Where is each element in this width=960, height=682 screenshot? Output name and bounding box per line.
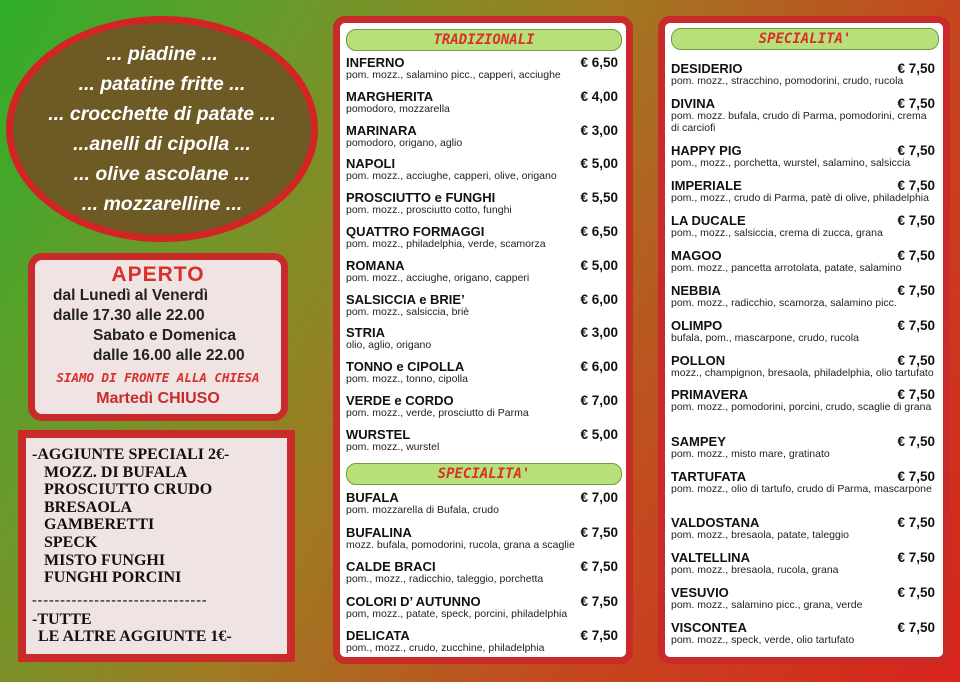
menu-item [671,353,935,380]
extras-header: -AGGIUNTE SPECIALI 2€- [32,446,230,463]
item-price: € 7,50 [897,434,935,449]
item-price: € 6,00 [580,291,618,307]
item-price: € 5,00 [580,257,618,273]
item-description: pom. mozz., tonno, cipolla [346,373,468,386]
menu-item [346,393,618,420]
item-price: € 7,50 [580,593,618,609]
item-price: € 7,50 [580,524,618,540]
item-price: € 7,50 [897,143,935,158]
snack-line: ... patatine fritte ... [78,73,246,95]
item-description: pom. mozz., stracchino, pomodorini, crudo, rucola [671,75,904,87]
item-name: HAPPY PIG [671,143,742,158]
item-name: VERDE e CORDO [346,393,454,408]
item-description: pom., mozz., salsiccia, crema di zucca, grana [671,227,883,239]
item-price: € 7,50 [897,620,935,635]
item-description: pom. mozz., olio di tartufo, crudo di Parma, mascarpone [671,483,932,495]
menu-item [346,190,618,217]
item-description: pom., mozz., porchetta, wurstel, salamino, salsiccia [671,157,911,169]
item-name: CALDE BRACI [346,559,436,574]
menu-panel-left [333,16,633,664]
opening-hours-box [28,253,288,421]
menu-item [671,178,935,205]
menu-item [346,325,618,352]
menu-item [671,434,935,461]
item-price: € 6,50 [580,55,618,70]
item-price: € 7,50 [897,550,935,565]
menu-item [346,224,618,251]
item-price: € 7,50 [897,61,935,76]
item-name: STRIA [346,325,385,341]
item-price: € 7,50 [897,283,935,298]
item-name: VISCONTEA [671,620,747,635]
extra-item: MOZZ. DI BUFALA [44,463,188,481]
item-price: € 7,50 [897,178,935,193]
item-description: pom., mozz., radicchio, taleggio, porchetta [346,573,544,585]
menu-item [346,490,618,517]
menu-item [671,550,935,577]
menu-item [346,55,618,82]
item-name: VALDOSTANA [671,515,760,530]
item-price: € 7,50 [897,515,935,530]
menu-item [346,123,618,150]
item-price: € 7,50 [897,96,935,111]
item-name: DESIDERIO [671,61,743,76]
extra-item: GAMBERETTI [44,516,155,534]
item-description: pom. mozz., philadelphia, verde, scamorza [346,238,546,250]
item-description: pom., mozz., crudo di Parma, patè di olive, philadelphia [671,192,929,204]
item-name: LA DUCALE [671,213,746,228]
item-price: € 6,00 [580,359,618,375]
menu-item [671,620,935,647]
item-name: TONNO e CIPOLLA [346,359,465,375]
item-price: € 7,50 [897,353,935,368]
item-description: pom. mozz., pancetta arrotolata, patate, salamino [671,262,902,274]
menu-item [671,318,935,345]
menu-item [346,427,618,454]
section-header-tradizionali: TRADIZIONALI [346,29,622,51]
item-name: DIVINA [671,96,716,111]
item-price: € 5,00 [580,426,618,442]
menu-item [671,387,935,414]
weekday-hours: dalle 17.30 alle 22.00 [53,307,205,324]
item-name: SALSICCIA e BRIE’ [346,291,465,307]
item-description: mozz. bufala, pomodorini, rucola, grana a scaglie [346,538,575,551]
item-price: € 5,50 [580,190,618,206]
menu-item [671,143,935,170]
item-price: € 7,50 [897,585,935,600]
extra-item: SPECK [44,533,98,551]
item-price: € 6,50 [580,224,618,239]
extra-item: FUNGHI PORCINI [44,569,182,587]
menu-item [671,283,935,310]
open-title: APERTO [111,263,205,286]
menu-item [671,96,935,134]
extra-item: PROSCIUTTO CRUDO [44,481,213,499]
weekday-line: dal Lunedì al Venerdì [53,287,209,304]
item-description: pom. mozz., pomodorini, porcini, crudo, scaglie di grana [671,401,932,413]
menu-item [346,258,618,285]
item-name: BUFALA [346,490,399,505]
item-description: pom. mozz., salamino picc., grana, verde [671,599,863,611]
item-price: € 7,50 [897,387,935,402]
item-description: pomodoro, origano, aglio [346,136,463,149]
item-name: MARGHERITA [346,88,434,104]
item-price: € 7,50 [897,318,935,333]
item-description: pom, mozz., patate, speck, porcini, philadelphia [346,607,568,620]
item-name: PROSCIUTTO e FUNGHI [346,190,496,206]
extras-footer: LE ALTRE AGGIUNTE 1€- [38,628,232,646]
item-description: bufala, pom., mascarpone, crudo, rucola [671,332,859,344]
snack-line: ... mozzarelline ... [81,193,243,215]
item-name: NAPOLI [346,156,396,172]
menu-item [346,559,618,586]
item-description: pom. mozz., verde, prosciutto di Parma [346,407,529,419]
item-name: DELICATA [346,628,410,643]
item-description: pomodoro, mozzarella [346,102,450,115]
item-name: WURSTEL [346,426,411,442]
item-name: BUFALINA [346,524,412,540]
menu-item [671,213,935,240]
item-price: € 7,00 [580,490,618,505]
menu-item [671,585,935,612]
item-name: OLIMPO [671,318,723,333]
item-description: pom., mozz., crudo, zucchine, philadelphia [346,642,545,654]
item-name: COLORI D’ AUTUNNO [346,593,481,609]
menu-item [346,89,618,116]
menu-item [671,469,935,496]
item-description: mozz., champignon, bresaola, philadelphia, olio tartufato [671,367,934,379]
item-description: pom. mozz., acciughe, origano, capperi [346,271,530,284]
snack-line: ... olive ascolane ... [73,163,251,185]
extra-item: BRESAOLA [44,498,133,516]
menu-item [346,628,618,655]
snack-line: ...anelli di cipolla ... [73,133,251,155]
section-header-specialita: SPECIALITA' [671,28,939,50]
location-note: SIAMO DI FRONTE ALLA CHIESA [56,370,260,385]
item-name: MAGOO [671,248,722,263]
menu-item [671,248,935,275]
item-description: pom. mozz., speck, verde, olio tartufato [671,634,855,646]
item-name: POLLON [671,353,726,368]
menu-item [346,359,618,386]
extras-footer: -TUTTE [32,610,92,628]
closed-day: Martedì CHIUSO [96,390,220,407]
item-name: MARINARA [346,122,417,138]
section-header-specialita: SPECIALITA' [346,463,622,485]
item-price: € 7,50 [897,469,935,484]
item-description: pom. mozz., wurstel [346,440,440,453]
menu-item [346,594,618,621]
menu-item [346,156,618,183]
item-description: pom. mozz., salsiccia, briè [346,305,470,318]
item-description: pom. mozz., misto mare, gratinato [671,448,830,460]
item-price: € 4,00 [580,88,618,104]
divider: ------------------------------- [32,592,208,608]
item-description: pom. mozz., acciughe, capperi, olive, origano [346,170,557,183]
item-name: IMPERIALE [671,178,742,193]
item-description: pom. mozzarella di Bufala, crudo [346,504,499,516]
extra-item: MISTO FUNGHI [44,551,166,569]
weekend-hours: dalle 16.00 alle 22.00 [93,347,245,364]
item-description: pom. mozz., bresaola, rucola, grana [671,564,839,576]
snack-line: ... piadine ... [106,43,218,65]
item-name: QUATTRO FORMAGGI [346,224,485,239]
item-price: € 5,00 [580,156,618,172]
item-description: pom. mozz., radicchio, scamorza, salamino picc. [671,297,897,309]
menu-item [671,515,935,542]
item-description: pom. mozz. bufala, crudo di Parma, pomodorini, crema di carciofi [671,110,927,134]
item-description: pom. mozz., prosciutto cotto, funghi [346,204,512,217]
snacks-oval [6,16,318,242]
item-price: € 7,50 [580,628,618,643]
item-description: olio, aglio, origano [346,339,432,352]
item-name: NEBBIA [671,283,721,298]
menu-item [671,61,935,88]
item-price: € 7,00 [580,393,618,408]
snack-line: ... crocchette di patate ... [48,103,276,125]
item-price: € 7,50 [897,213,935,228]
item-price: € 3,00 [580,122,618,138]
item-name: SAMPEY [671,434,726,449]
item-name: TARTUFATA [671,469,747,484]
item-description: pom. mozz., salamino picc., capperi, acciughe [346,69,561,81]
extras-box [18,430,295,662]
item-name: VALTELLINA [671,550,750,565]
item-price: € 7,50 [897,248,935,263]
menu-item [346,525,618,552]
menu-item [346,292,618,319]
item-name: ROMANA [346,257,405,273]
item-name: INFERNO [346,55,405,70]
item-price: € 7,50 [580,559,618,574]
weekend-line: Sabato e Domenica [93,327,236,344]
menu-panel-right [658,16,950,664]
item-price: € 3,00 [580,325,618,341]
item-name: PRIMAVERA [671,387,749,402]
item-description: pom. mozz., bresaola, patate, taleggio [671,529,850,541]
item-name: VESUVIO [671,585,729,600]
